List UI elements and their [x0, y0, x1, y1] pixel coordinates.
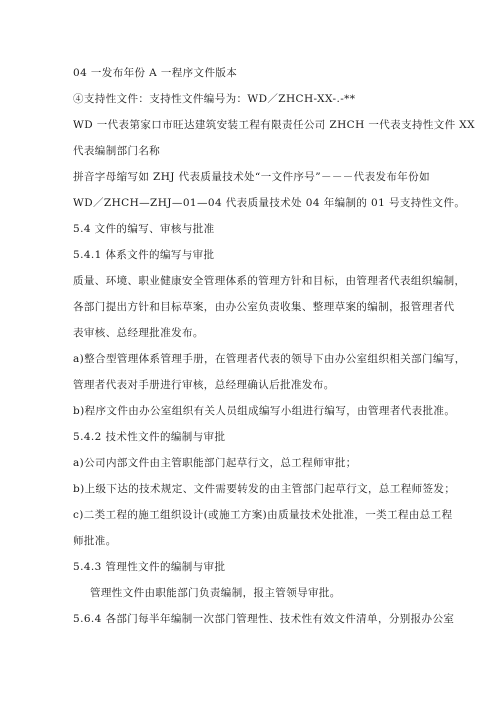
line-wd-definition: WD 一代表第家口市旺达建筑安装工程有限责任公司 ZHCH 一代表支持性文件 XX [73, 119, 476, 131]
list-item-c-construction: c)二类工程的施工组织设计(或施工方案)由质量技术处批准，一类工程由总工程 [73, 509, 453, 521]
list-item-b-external: b)上级下达的技术规定、文件需要转发的由主管部门起草行文，总工程师签发； [73, 483, 456, 495]
line-example-code: WD／ZHCH—ZHJ—01—04 代表质量技术处 04 年编制的 01 号支持性文件。 [73, 197, 466, 209]
heading-5-4-1: 5.4.1 体系文件的编写与审批 [73, 249, 215, 261]
line-dept-name: 代表编制部门名称 [73, 145, 161, 157]
heading-5-6-4: 5.6.4 各部门每半年编制一次部门管理性、技术性有效文件清单，分别报办公室 [73, 613, 455, 625]
heading-5-4-2: 5.4.2 技术性文件的编制与审批 [73, 431, 226, 443]
line-pinyin-abbrev: 拼音字母缩写如 ZHJ 代表质量技术处“一文件序号”－－－代表发布年份如 [73, 171, 430, 183]
list-item-a-manual: a)整合型管理体系管理手册，在管理者代表的领导下由办公室组织相关部门编写， [73, 353, 466, 365]
list-item-a-internal: a)公司内部文件由主管职能部门起草行文，总工程师审批； [73, 457, 357, 469]
paragraph-line: 表审核、总经理批准发布。 [73, 327, 204, 339]
heading-5-4: 5.4 文件的编写、审核与批准 [73, 223, 215, 235]
heading-5-4-3: 5.4.3 管理性文件的编制与审批 [73, 561, 226, 573]
list-item-b-procedures: b)程序文件由办公室组织有关人员组成编写小组进行编写，由管理者代表批准。 [73, 405, 456, 417]
paragraph-line: 师批准。 [73, 535, 117, 547]
paragraph-line: 管理性文件由职能部门负责编制，报主管领导审批。 [90, 587, 341, 599]
paragraph-line: 管理者代表对手册进行审核，总经理确认后批准发布。 [73, 379, 335, 391]
line-version-code: 04 一发布年份 A 一程序文件版本 [73, 67, 238, 79]
paragraph-line: 各部门提出方针和目标草案，由办公室负责收集、整理草案的编制，报管理者代 [73, 301, 455, 313]
line-support-doc-code: ④支持性文件：支持性文件编号为：WD／ZHCH-XX-.-** [73, 93, 356, 105]
paragraph-line: 质量、环境、职业健康安全管理体系的管理方针和目标，由管理者代表组织编制， [73, 275, 466, 287]
